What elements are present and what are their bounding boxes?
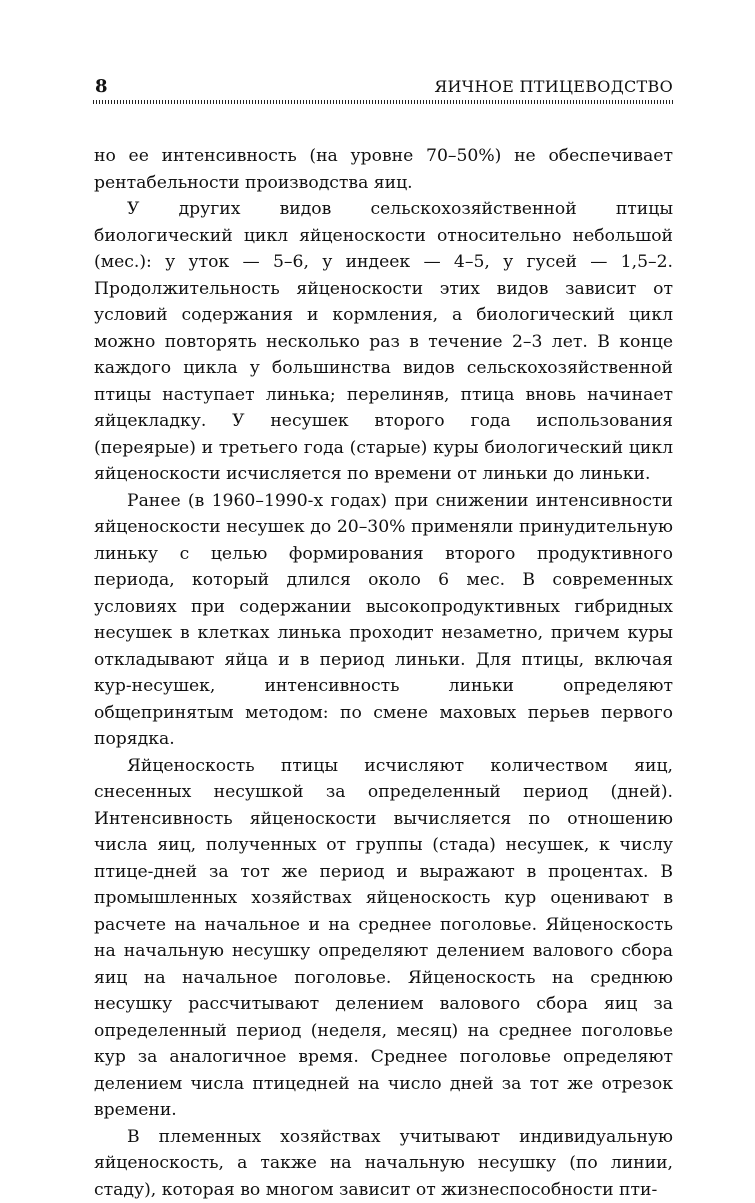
paragraph: У других видов сельскохозяйственной птицы биологический цикл яйценоскости относительно небольшой (мес.): у уток — 5–6, у индеек — 4–5, у гусей — 1,5–2. Продолжительность яйценоскости этих видов зависит от условий содержания и кормления, а биологический цикл можно повторять несколько раз в течение 2–3 лет. В конце каждого цикла у большинства видов сельскохозяйственной птицы наступает линька; перелиняв, птица вновь начинает яйцекладку. У несушек второго года использования (переярые) и третьего года (старые) куры биологический цикл яйценоскости исчисляется по времени от линьки до линьки. [94,196,673,488]
header-rule [93,100,673,104]
paragraph: В племенных хозяйствах учитывают индивидуальную яйценоскость, а также на начальную несушку (по линии, стаду), которая во многом зависит от жизнеспособности пти- [94,1124,673,1203]
paragraph-continuation: но ее интенсивность (на уровне 70–50%) не обеспечивает рентабельности производства яиц. [94,143,673,196]
paragraph: Ранее (в 1960–1990-х годах) при снижении интенсивности яйценоскости несушек до 20–30% применяли принудительную линьку с целью формирования второго продуктивного периода, который длился около 6 мес. В современных условиях при содержании высокопродуктивных гибридных несушек в клетках линька проходит незаметно, причем куры откладывают яйца и в период линьки. Для птицы, включая кур-несушек, интенсивность линьки определяют общепринятым методом: по смене маховых перьев первого порядка. [94,488,673,753]
running-title: ЯИЧНОЕ ПТИЦЕВОДСТВО [434,77,673,96]
paragraph: Яйценоскость птицы исчисляют количеством яиц, снесенных несушкой за определенный период (дней). Интенсивность яйценоскости вычисляется по отношению числа яиц, полученных от группы (стада) несушек, к числу птице-дней за тот же период и выражают в процентах. В промышленных хозяйствах яйценоскость кур оценивают в расчете на начальное и на среднее поголовье. Яйценоскость на начальную несушку определяют делением валового сбора яиц на начальное поголовье. Яйценоскость на среднюю несушку рассчитывают делением валового сбора яиц за определенный период (неделя, месяц) на среднее поголовье кур за аналогичное время. Среднее поголовье определяют делением числа птицедней на число дней за тот же отрезок времени. [94,753,673,1124]
body-text [94,143,673,1203]
page-number: 8 [95,76,108,97]
page-header [93,76,673,100]
